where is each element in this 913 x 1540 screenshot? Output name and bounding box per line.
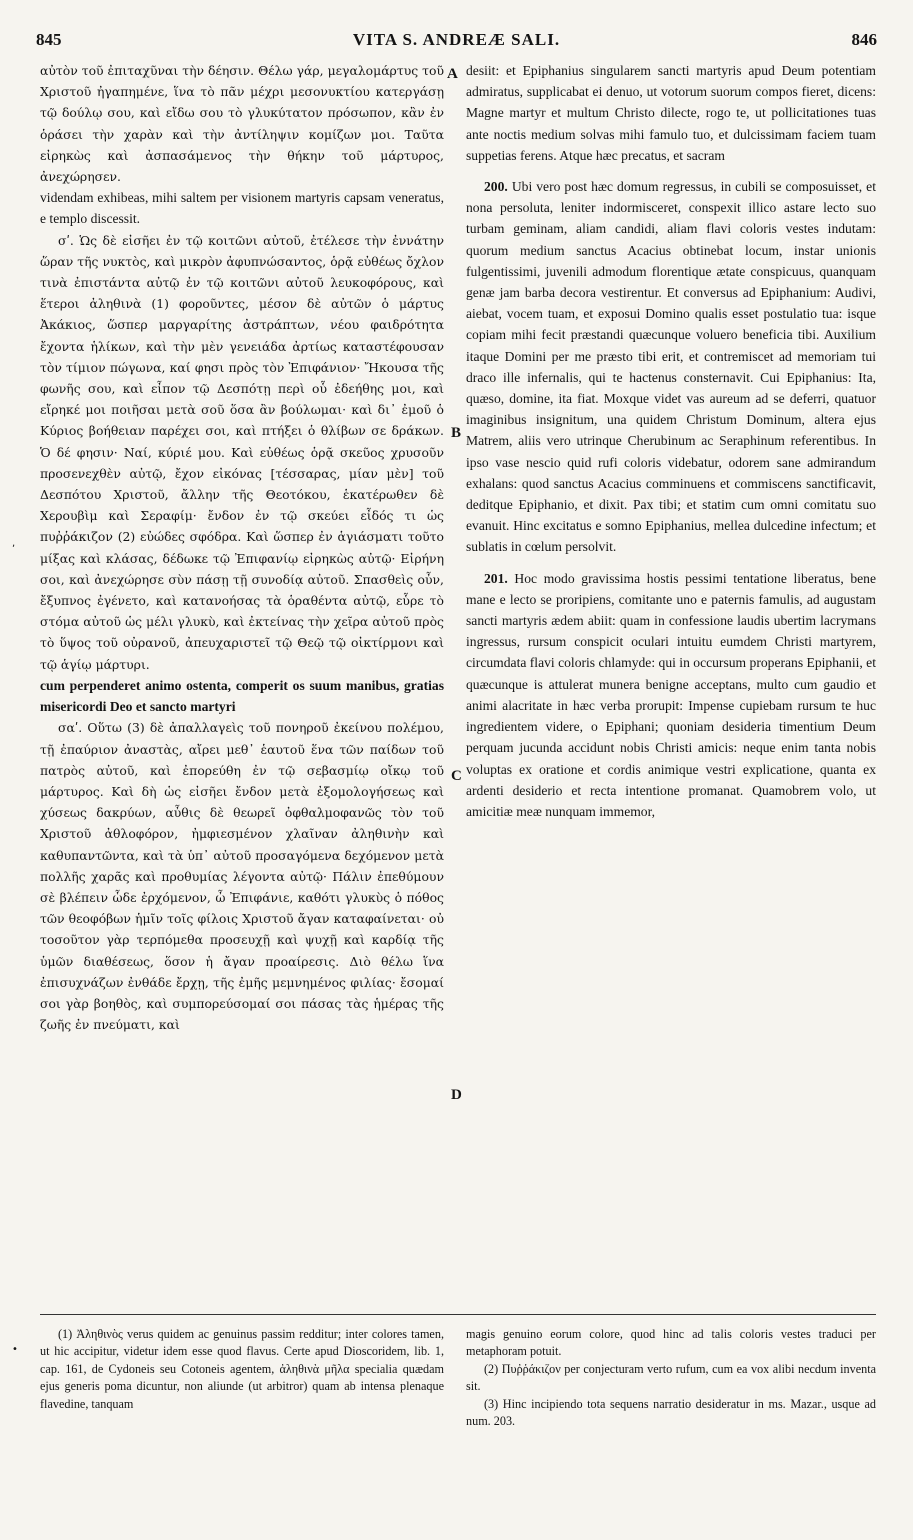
page-header [36, 30, 877, 54]
footnotes-right [466, 1326, 876, 1516]
footnote-2: (2) Πυῤῥάκιζον per conjecturam verto rufum, cum ea vox alibi necdum inventa sit. [466, 1361, 876, 1394]
footnote-1-continued: magis genuino eorum colore, quod hinc ad talis coloris vestes traduci per metaphoram potuit. [466, 1327, 876, 1359]
margin-mark-comma: , [12, 538, 16, 549]
greek-paragraph-1: αὐτὸν τοῦ ἐπιταχῦναι τὴν δέησιν. Θέλω γάρ, μεγαλομάρτυς τοῦ Χριστοῦ ἠγαπημένε, ἵνα τὸ πᾶν μέχρι μεσονυκτίου κατεργάσῃ τῷ δούλῳ σου, καὶ εἴδω σου τὸ γλυκύτατον πρόσωπον, κἂν ἐν ὁράσει τὴν χαρὰν καὶ τὴν ἀντίληψιν κομίζων μοι. Ταῦτα εἰρηκὼς καὶ ἀσπασάμενος τὴν θήκην τοῦ μάρτυρος, ἀνεχώρησεν. [40, 63, 444, 185]
footnote-1: (1) Ἀληθινὸς verus quidem ac genuinus passim redditur; inter colores tamen, ut hic accipitur, videtur idem esse quod flavus. Certe apud Dioscoridem, lib. 1, cap. 161, de Cydoneis seu Cotoneis agentem, ἀληθινὰ μῆλα specialia quædam ejus generis poma dicuntur, non aliunde (ut arbitror) quam ab intensa plenaque flavedine, tanquam [40, 1327, 444, 1411]
margin-marker-c: C [451, 768, 462, 784]
latin-paragraph-201-text: Hoc modo gravissima hostis pessimi tentatione liberatus, bene mane e lecto se proripiens, comitante uno e paternis famulis, ad augustam sancti martyris ædem abiit: quam in confessione laudis ubertim lacrymans ingressus, rursum conspicit oculari intuitu eumdem Christi martyrem, circumdata flavi coloris chlamyde: qui in occursum properans Epiphanii, et quæcunque is attulerat munera benigne acceptans, multo cum gaudio et animi alacritate in hæc verba prorupit: Impense cupiebam rursum te huc ingredientem videre, o Epiphani; quoniam desideria timentium Deum perquam jucunda accidunt nobis Christi amicis: neque enim tanta nobis voluptas ex oratione et cordis animique vestri explicatione, quanta ex ardenti desiderio et recta intentione promanat. Quamobrem volo, ut amicitiæ meæ nunquam immemor, [466, 570, 876, 819]
margin-marker-d: D [451, 1087, 462, 1103]
margin-marker-a: A [447, 66, 458, 82]
latin-fragment-2: cum perpenderet animo ostenta, comperit os suum manibus, gratias misericordi Deo et sancto martyri [40, 677, 444, 715]
section-number-200: 200. [484, 179, 508, 195]
page-number-right: 846 [851, 30, 877, 49]
greek-column [40, 60, 444, 1300]
footnotes-left [40, 1326, 444, 1516]
footnote-rule [40, 1314, 876, 1315]
latin-column [466, 60, 876, 1300]
latin-paragraph-1: desiit: et Epiphanius singularem sancti martyris apud Deum potentiam admiratus, supplicabat ei denuo, ut votorum suorum compos fieret, dicens: Magne martyr et multum Christo dilecte, rogo te, ut pollicitationes tuas ante noctis medium solvas mihi famulo tuo, et dulcissimam faciem tuam suppetias ferens. Atque hæc precatus, et sacram [466, 63, 876, 163]
latin-paragraph-200 [466, 176, 876, 558]
greek-paragraph-2: σʹ. Ὡς δὲ εἰσῆει ἐν τῷ κοιτῶνι αὐτοῦ, ἐτέλεσε τὴν ἐννάτην ὥραν τῆς νυκτὸς, καὶ μικρὸν ἀφυπνώσαντος, ὁρᾷ εὐθέως ὄχλον τινὰ ἐπιστάντα αὐτῷ ἐν τῷ κοιτῶνι αὐτοῦ λευκοφόρους, καὶ ἕτεροι ἀληθινὰ (1) φοροῦντες, μέσον δὲ αὐτῶν ὁ μάρτυς Ἀκάκιος, ὥσπερ μαργαρίτης ἀστράπτων, νέου φαιδρότητα ἔχοντα ἡλίκων, καὶ τὴν μὲν γενειάδα ἀρτίως καταστέφουσαν τὸν τίμιον πώγωνα, καί φησι πρὸς τὸν Ἐπιφάνιον· Ἤκουσα τῆς φωνῆς σου, καὶ εἶπον τῷ Δεσπότῃ περὶ οὗ ἐδεήθης μοι, καὶ εἴρηκέ μοι ποιῆσαι μετὰ σοῦ ὅσα ἂν βούλωμαι· καὶ δι᾽ ἐμοῦ ὁ Κύριος βοήθειαν παρέχει σοι, καὶ πτήξει ὁ θλίβων σε δράκων. Ὁ δέ φησιν· Ναί, κύριέ μου. Καὶ εὐθέως ὁρᾷ σκεῦος χρυσοῦν προσενεχθὲν αὐτῷ, ἔχον εἰκόνας [τέσσαρας, μίαν μὲν] τοῦ Δεσπότου Χριστοῦ, ἄλλην τῆς Θεοτόκου, ἑκατέρωθεν δὲ Χερουβὶμ καὶ Σεραφίμ· ἔνδον ἐν τῷ σκεύει εἶδός τι ὡς πυῤῥάκιζον (2) εὐώδες σφόδρα. Καὶ ὥσπερ ἐν ἁγιάσματι τοῦτο μίξας καὶ κλάσας, δέδωκε τῷ Ἐπιφανίῳ εἰρηκὼς αὐτῷ· Εἰρήνη σοι, καὶ ἀνεχώρησε σὺν πάσῃ τῇ συνοδίᾳ αὐτοῦ. Σπασθεὶς οὖν, ἔξυπνος ἐγένετο, καὶ κατανοήσας τὰ ὁραθέντα αὐτῷ, εὗρε τὸ στόμα αὐτοῦ ὡς μέλι γλυκὺ, καὶ ἐκτείνας τὴν χεῖρα αὐτοῦ πρὸς τὸ ὕψος τοῦ οὐρανοῦ, ἀπευχαριστεῖ τῷ Θεῷ τῷ οἰκτίρμονι καὶ τῷ ἁγίῳ μάρτυρι. [40, 232, 444, 672]
margin-mark-dot: • [12, 1344, 18, 1355]
page-number-left: 845 [36, 30, 62, 49]
running-title: VITA S. ANDREÆ SALI. [352, 30, 561, 49]
margin-marker-b: B [451, 425, 462, 441]
latin-fragment-1: videndam exhibeas, mihi saltem per visionem martyris capsam veneratus, e templo discessit. [40, 190, 444, 227]
footnote-3: (3) Hinc incipiendo tota sequens narratio desideratur in ms. Mazar., usque ad num. 203. [466, 1396, 876, 1429]
latin-paragraph-200-text: Ubi vero post hæc domum regressus, in cubili se composuisset, et nona persoluta, leniter indormisceret, conspexit illico astare lecto suo turbam geminam, aliam candidi, aliam flavi coloris vestes indutam: quorum medium sanctus Acacius obtinebat locum, instar unionis fulgentissimi, juvenili admodum florentique ætate conspicuus, quanquam genæ jam barba decora vestirentur. Et conversus ad Epiphanium: Audivi, aiebat, vocem tuam, et exposui Domino qualis esset postulatio tua: isque copiam mihi fecit præstandi quæcunque voluero beneficia tibi. Auxilium itaque Domini per me præsto tibi erit, et contremiscet ad memoriam tui draco ille infernalis, qui te hactenus consternavit. Cui Epiphanius: Ita, quæso, domine, ita fiat. Moxque videt vas aureum ad se deferri, quatuor imaginibus insignitum, una quidem Christum Dominum, altera ejus Matrem, aliis vero utrinque Cherubinum ac Seraphinum referentibus. In ipso vase nescio quid rufi coloris videbatur, odorem sane admirandum exhalans: quod sanctus Acacius comminuens et commiscens sanctificavit, deditque Epiphanio, et dixit. Pax tibi; et statim cum omni comitatu suo evanuit. Hinc excitatus e somno Epiphanius, mellea dulcedine infectum; et sublatis in cœlum persolvit. [466, 179, 876, 555]
latin-paragraph-201 [466, 568, 876, 822]
greek-paragraph-3: σαʹ. Οὕτω (3) δὲ ἀπαλλαγεὶς τοῦ πονηροῦ ἐκείνου πολέμου, τῇ ἐπαύριον ἀναστὰς, αἴρει μεθ᾽ ἑαυτοῦ ἕνα τῶν παίδων τοῦ πατρὸς αὐτοῦ, καὶ ἐπορεύθη ἐν τῷ σεβασμίῳ οἴκῳ τοῦ μάρτυρος. Καὶ δὴ ὡς εἰσῆει ἔνδον μετὰ ἐξομολογήσεως καὶ χύσεως δακρύων, αὖθις δὲ θεωρεῖ ὀφθαλμοφανῶς τὸν τοῦ Χριστοῦ ἀθλοφόρον, ἠμφιεσμένον χλαῖναν ἀληθινὴν καὶ καθυπαντῶντα, καὶ τὰ ὑπ᾽ αὐτοῦ προσαγόμενα δεχόμενον μετὰ πολλῆς χαρᾶς καὶ προθυμίας λέγοντα αὐτῷ· Πάλιν ἐπεθύμουν σὲ βλέπειν ὧδε ἐρχόμενον, ὦ Ἐπιφάνιε, καθότι γλυκὺς ὁ πόθος τῶν θεοφόβων ἡμῖν τοῖς φίλοις Χριστοῦ ἄγαν καταφαίνεται· οὐ τοσοῦτον γὰρ τερπόμεθα προσευχῇ καὶ ψυχῇ καὶ καρδίᾳ τῆς ὑμῶν διαθέσεως, ὅσον ἡ ἄγαν προαίρεσις. Διὸ θέλω ἵνα ἐπισυχνάζων ἐνθάδε ἔρχῃ, τῆς ἐμῆς μεμνημένος φιλίας· ἔσομαί σοι γὰρ βοηθὸς, καὶ συμπορεύσομαί σοι πάσας τὰς ἡμέρας τῆς ζωῆς ἐν πνεύματι, καὶ [40, 720, 444, 1033]
section-number-201: 201. [484, 570, 508, 586]
